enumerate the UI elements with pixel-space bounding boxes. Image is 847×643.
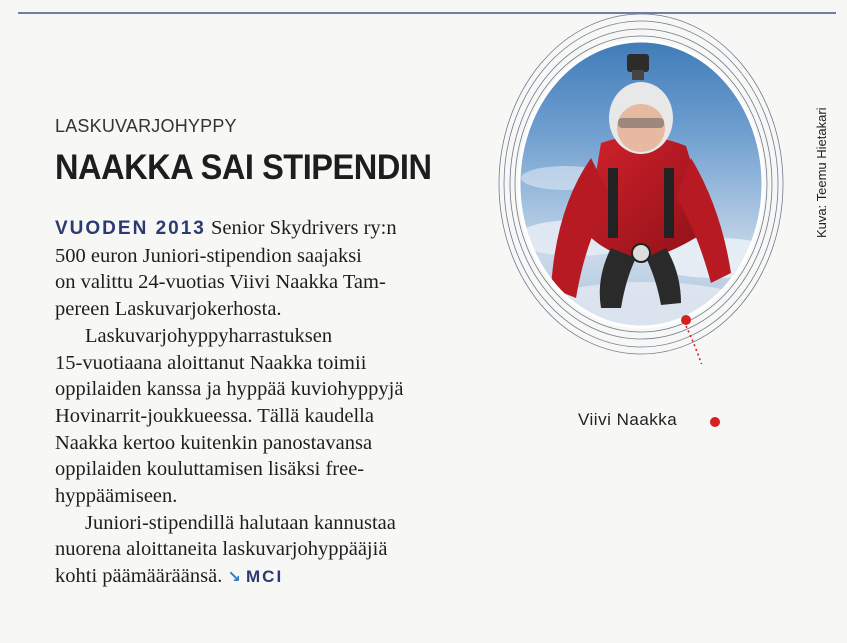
lead-in: VUODEN 2013 bbox=[55, 218, 206, 239]
paragraph-3 bbox=[55, 510, 500, 591]
end-arrow-icon: ↘ bbox=[227, 567, 241, 587]
text-line: oppilaiden kanssa ja hyppää kuviohyppyjä bbox=[55, 378, 404, 401]
text-line bbox=[55, 215, 500, 243]
paragraph-1 bbox=[55, 215, 500, 323]
section-label: LASKUVARJOHYPPY bbox=[55, 116, 237, 136]
text-line: Naakka kertoo kuitenkin panostavansa bbox=[55, 431, 373, 454]
text-line: oppilaiden kouluttamisen lisäksi free- bbox=[55, 458, 365, 481]
skydiver-photo bbox=[496, 8, 786, 364]
text-line-fragment: Senior Skydrivers ry:n bbox=[205, 217, 397, 239]
text-line bbox=[55, 563, 500, 591]
text-line: 15-vuotiaana aloittanut Naakka toimii bbox=[55, 351, 367, 374]
photo-caption: Viivi Naakka bbox=[578, 410, 678, 429]
text-line: on valittu 24-vuotias Viivi Naakka Tam- bbox=[55, 271, 386, 294]
text-line: hyppäämiseen. bbox=[55, 485, 178, 508]
text-line: Laskuvarjohyppyharrastuksen bbox=[85, 324, 333, 347]
text-line-fragment: kohti päämääräänsä. bbox=[55, 565, 228, 588]
caption-pointer-dot bbox=[710, 417, 720, 427]
text-line: 500 euron Juniori-stipendion saajaksi bbox=[55, 244, 362, 267]
text-line: Hovinarrit-joukkueessa. Tällä kaudella bbox=[55, 404, 374, 427]
text-line: nuorena aloittaneita laskuvarjohyppääjiä bbox=[55, 538, 388, 561]
photo-credit: Kuva: Teemu Hietakari bbox=[814, 107, 829, 238]
article-body bbox=[55, 215, 500, 591]
text-line: pereen Laskuvarjokerhosta. bbox=[55, 298, 282, 321]
photo-frame bbox=[496, 8, 786, 364]
author-signature: MCI bbox=[246, 567, 284, 587]
text-line: Juniori-stipendillä halutaan kannustaa bbox=[85, 511, 396, 534]
headline: NAAKKA SAI STIPENDIN bbox=[55, 148, 432, 187]
paragraph-2 bbox=[55, 323, 500, 510]
